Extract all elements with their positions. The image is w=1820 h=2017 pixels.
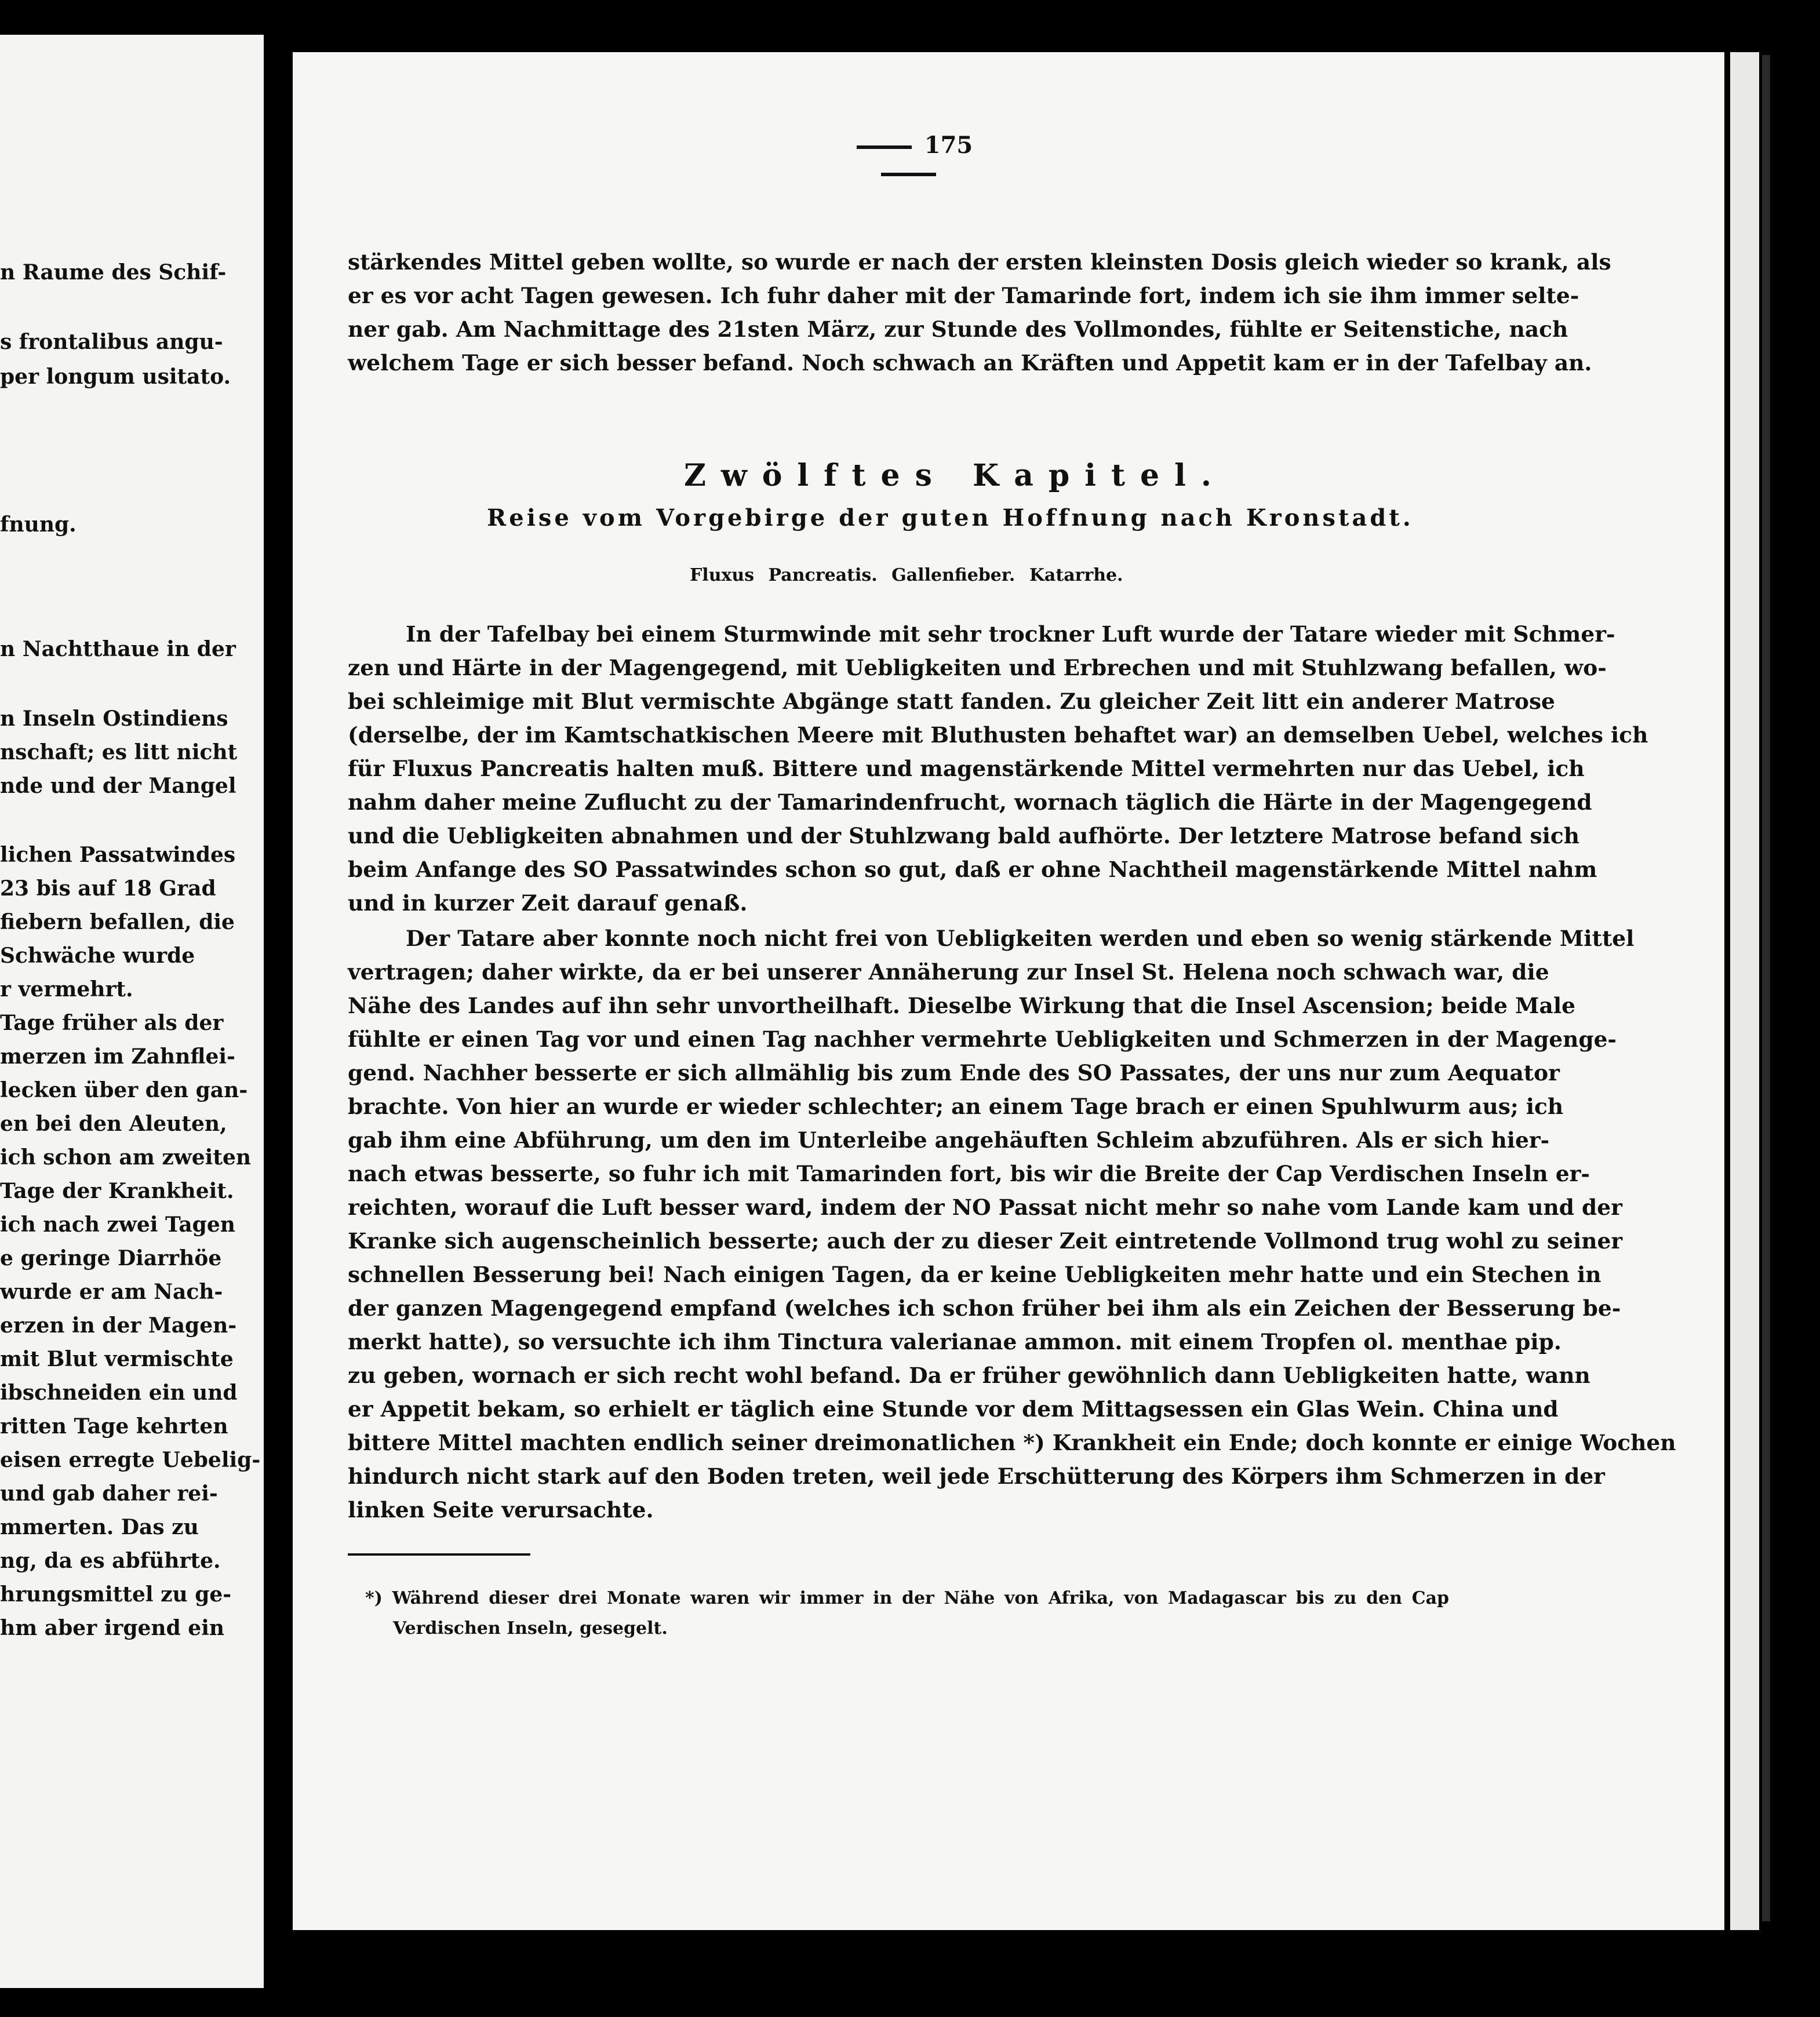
paragraph-1 [348, 617, 1648, 920]
left-line: erzen in der Magen- [0, 1313, 237, 1338]
text-line: fühlte er einen Tag vor und einen Tag nachher vermehrte Uebligkeiten und Schmerzen in der Magenge- [348, 1026, 1617, 1052]
left-line: s frontalibus angu- [0, 330, 223, 354]
left-line: ich nach zwei Tagen [0, 1213, 235, 1237]
left-line: hm aber irgend ein [0, 1616, 225, 1640]
left-line: und gab daher rei- [0, 1481, 218, 1506]
text-line: und in kurzer Zeit darauf genaß. [348, 890, 748, 916]
text-line: welchem Tage er sich besser befand. Noch schwach an Kräften und Appetit kam er in der Tafelbay an. [348, 350, 1592, 376]
left-line: per longum usitato. [0, 365, 231, 389]
text-line: (derselbe, der im Kamtschatkischen Meere mit Bluthusten behaftet war) an demselben Uebel, welches ich [348, 722, 1648, 748]
binding-edge [1762, 55, 1770, 1921]
left-line: e geringe Diarrhöe [0, 1246, 222, 1270]
text-line: Kranke sich augenscheinlich besserte; auch der zu dieser Zeit eintretende Vollmond trug wohl zu seiner [348, 1228, 1623, 1254]
text-line: er Appetit bekam, so erhielt er täglich eine Stunde vor dem Mittagsessen ein Glas Wein. China und [348, 1396, 1559, 1422]
text-line: gab ihm eine Abführung, um den im Unterleibe angehäuften Schleim abzuführen. Als er sich hier- [348, 1127, 1550, 1153]
text-line: bittere Mittel machten endlich seiner dreimonatlichen *) Krankheit ein Ende; doch konnte er einige Wochen [348, 1430, 1676, 1455]
page-number [807, 132, 1010, 186]
left-line: n Raume des Schif- [0, 260, 227, 285]
left-line: eisen erregte Uebelig- [0, 1448, 261, 1472]
paragraph-2 [348, 922, 1676, 1527]
text-line: ner gab. Am Nachmittage des 21sten März, zur Stunde des Vollmondes, fühlte er Seitenstiche, nach [348, 316, 1568, 342]
left-line: merzen im Zahnflei- [0, 1044, 235, 1069]
text-line: stärkendes Mittel geben wollte, so wurde er nach der ersten kleinsten Dosis gleich wieder so krank, als [348, 249, 1611, 275]
text-line: und die Uebligkeiten abnahmen und der Stuhlzwang bald aufhörte. Der letztere Matrose befand sich [348, 823, 1580, 849]
left-page-fragment [0, 35, 264, 1988]
text-line: bei schleimige mit Blut vermischte Abgänge statt fanden. Zu gleicher Zeit litt ein anderer Matrose [348, 689, 1555, 714]
text-line: nach etwas besserte, so fuhr ich mit Tamarinden fort, bis wir die Breite der Cap Verdischen Inseln er- [348, 1161, 1590, 1186]
left-line: Tage früher als der [0, 1011, 224, 1035]
page-number-text: 175 [924, 132, 973, 159]
text-line: zu geben, wornach er sich recht wohl befand. Da er früher gewöhnlich dann Uebligkeiten hatte, wann [348, 1363, 1590, 1388]
left-line: fnung. [0, 512, 77, 537]
text-line: zen und Härte in der Magengegend, mit Uebligkeiten und Erbrechen und mit Stuhlzwang befallen, wo- [348, 655, 1607, 680]
chapter-topics: Fluxus Pancreatis. Gallenfieber. Katarrhe. [690, 565, 1123, 585]
left-line: n Nachtthaue in der [0, 637, 236, 661]
text-line: der ganzen Magengegend empfand (welches ich schon früher bei ihm als ein Zeichen der Besserung be- [348, 1295, 1621, 1321]
left-line: lichen Passatwindes [0, 843, 236, 867]
left-line: lecken über den gan- [0, 1078, 248, 1102]
left-line: mmerten. Das zu [0, 1515, 199, 1539]
chapter-subtitle: Reise vom Vorgebirge der guten Hoffnung nach Kronstadt. [487, 504, 1414, 531]
left-line: mit Blut vermischte [0, 1347, 234, 1371]
text-line: nahm daher meine Zuflucht zu der Tamarindenfrucht, wornach täglich die Härte in der Magengegend [348, 789, 1592, 815]
text-line: merkt hatte), so versuchte ich ihm Tinctura valerianae ammon. mit einem Tropfen ol. menthae pip. [348, 1329, 1561, 1355]
page-edge [1730, 52, 1759, 1930]
text-line: reichten, worauf die Luft besser ward, indem der NO Passat nicht mehr so nahe vom Lande kam und der [348, 1195, 1622, 1220]
text-line: für Fluxus Pancreatis halten muß. Bittere und magenstärkende Mittel vermehrten nur das Uebel, ich [348, 756, 1585, 781]
footnote-rule [348, 1553, 530, 1556]
text-line: In der Tafelbay bei einem Sturmwinde mit sehr trockner Luft wurde der Tatare wieder mit Schmer- [406, 621, 1615, 647]
left-line: Schwäche wurde [0, 944, 195, 968]
footnote-line: *) Während dieser drei Monate waren wir immer in der Nähe von Afrika, von Madagascar bis zu den Cap [365, 1588, 1449, 1608]
left-line: nde und der Mangel [0, 774, 236, 798]
text-line: schnellen Besserung bei! Nach einigen Tagen, da er keine Uebligkeiten mehr hatte und ein Stechen in [348, 1262, 1601, 1287]
page-number-dash [857, 145, 912, 149]
text-line: Nähe des Landes auf ihn sehr unvortheilhaft. Dieselbe Wirkung that die Insel Ascension; beide Male [348, 993, 1575, 1018]
text-line: beim Anfange des SO Passatwindes schon so gut, daß er ohne Nachtheil magenstärkende Mittel nahm [348, 857, 1597, 882]
left-line: ritten Tage kehrten [0, 1414, 228, 1439]
text-line: gend. Nachher besserte er sich allmählig bis zum Ende des SO Passates, der uns nur zum Aequator [348, 1060, 1560, 1086]
page-number-dash [881, 173, 936, 176]
left-line: n Inseln Ostindiens [0, 707, 228, 731]
footnote [365, 1583, 1449, 1644]
left-line: ich schon am zweiten [0, 1145, 252, 1170]
text-line: brachte. Von hier an wurde er wieder schlechter; an einem Tage brach er einen Spuhlwurm aus; ich [348, 1094, 1564, 1119]
left-line: Tage der Krankheit. [0, 1179, 234, 1203]
text-line: hindurch nicht stark auf den Boden treten, weil jede Erschütterung des Körpers ihm Schmerzen in der [348, 1463, 1605, 1489]
left-line: 23 bis auf 18 Grad [0, 876, 216, 901]
top-paragraph [348, 245, 1611, 380]
left-line: en bei den Aleuten, [0, 1112, 227, 1136]
text-line: vertragen; daher wirkte, da er bei unserer Annäherung zur Insel St. Helena noch schwach war, die [348, 959, 1549, 985]
text-line: Der Tatare aber konnte noch nicht frei von Uebligkeiten werden und eben so wenig stärkende Mittel [406, 926, 1635, 951]
left-line: ibschneiden ein und [0, 1381, 238, 1405]
left-line: hrungsmittel zu ge- [0, 1582, 232, 1607]
left-line: wurde er am Nach- [0, 1280, 223, 1304]
text-line: linken Seite verursachte. [348, 1497, 654, 1523]
left-line: r vermehrt. [0, 977, 133, 1002]
left-line: fiebern befallen, die [0, 910, 235, 934]
footnote-line: Verdischen Inseln, gesegelt. [393, 1618, 668, 1639]
left-line: nschaft; es litt nicht [0, 740, 238, 764]
chapter-title: Zwölftes Kapitel. [684, 458, 1226, 493]
text-line: er es vor acht Tagen gewesen. Ich fuhr daher mit der Tamarinde fort, indem ich sie ihm immer selte- [348, 283, 1579, 308]
left-line: ng, da es abführte. [0, 1549, 221, 1573]
